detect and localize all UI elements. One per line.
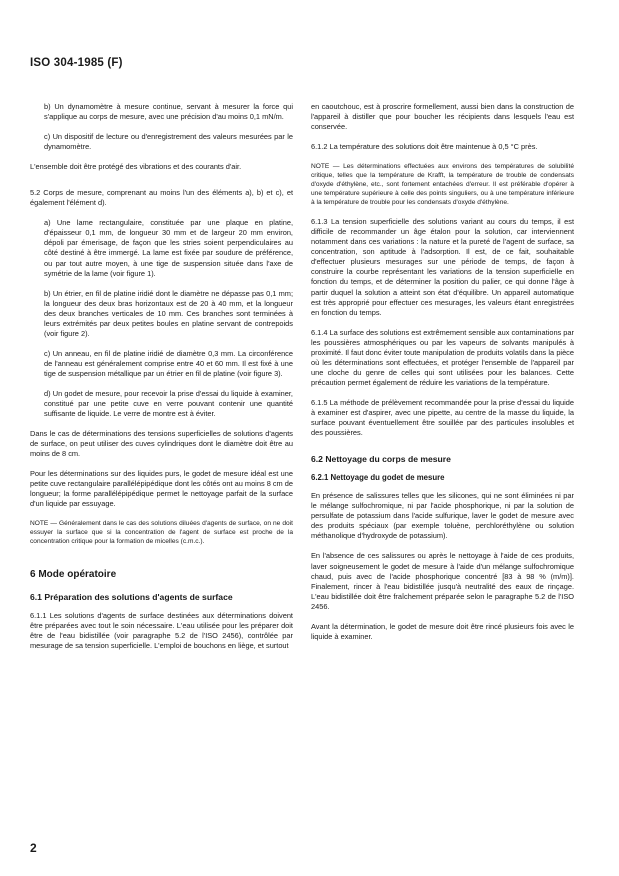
section-6-1-1: 6.1.1 Les solutions d'agents de surface destinées aux déterminations doivent être préparées avec tout le soin nécessaire. L'eau utilisée pour les préparer doit être de l'eau bidistillée (voir paragraphe 5.2 de l'ISO 2456), contrôlée par mesurage de sa tension superficielle. L'emploi de bouchons en liège, et surtout <box>30 610 293 650</box>
paragraph-salissures: En présence de salissures telles que les silicones, qui ne sont éliminées ni par le mélange sulfochromique, ni par l'acide phosphorique, ni par la solution de persulfate de potassium dans l'acide sulfurique, laver le godet de mesure avec des produits spéciaux (par exemple toluène, perchloréthylène ou solution méthanolique d'hydroxyde de potassium). <box>311 491 574 541</box>
item-c-anneau: c) Un anneau, en fil de platine iridié de diamètre 0,3 mm. La circonférence de l'anneau est généralement comprise entre 40 et 60 mm. Il est fixé à une tige de suspension métallique par un étrier en fil de platine (voir figure 3). <box>44 348 293 378</box>
paragraph-continuation: en caoutchouc, est à proscrire formellement, aussi bien dans la construction de l'appareil à distiller que pour boucher les récipients dans lesquels l'eau est conservée. <box>311 102 574 132</box>
page-number: 2 <box>30 841 37 855</box>
heading-6-2: 6.2 Nettoyage du corps de mesure <box>311 454 451 465</box>
paragraph-cuves: Dans le cas de déterminations des tensions superficielles de solutions d'agents de surface, on peut utiliser des cuves cylindriques dont le diamètre doit être au moins de 8 cm. <box>30 429 293 459</box>
paragraph-absence: En l'absence de ces salissures ou après le nettoyage à l'aide de ces produits, laver soigneusement le godet de mesure à l'aide d'un mélange sulfochromique chaud, puis avec de l'acide phosphorique concentré [83 à 98 % (m/m)]. Finalement, rincer à l'eau bidistillée jusqu'à neutralité des eaux de rinçage. L'eau bidistillée doit être fraîchement préparée selon le paragraphe 5.2 de l'ISO 2456. <box>311 551 574 611</box>
item-b-etrier: b) Un étrier, en fil de platine iridié dont le diamètre ne dépasse pas 0,1 mm; la longueur des deux bras horizontaux est de 20 à 40 mm, et la longueur des deux branches verticales de 10 mm. Ces branches sont terminées à leurs extrémités par deux petites boules en platine servant de contrepoids (voir figure 2). <box>44 288 293 338</box>
section-6-1-5: 6.1.5 La méthode de prélèvement recommandée pour la prise d'essai du liquide à examiner est d'aspirer, avec une pipette, au centre de la masse du liquide, la surface pouvant éventuellement être souillée par des particules insolubles et des poussières. <box>311 397 574 438</box>
item-c-dispositif: c) Un dispositif de lecture ou d'enregistrement des valeurs mesurées par le dynamomètre. <box>44 132 293 152</box>
item-b-dynamometre: b) Un dynamomètre à mesure continue, servant à mesurer la force qui s'applique au corps de mesure, avec une précision d'au moins 0,1 mN/m. <box>44 102 293 122</box>
left-column <box>30 102 293 661</box>
note-micelles: NOTE — Généralement dans le cas des solutions diluées d'agents de surface, on ne doit essuyer la surface que si la concentration de l'agent de surface est proche de la concentration critique pour la formation de micelles (c.m.c.). <box>30 520 293 546</box>
paragraph-ensemble: L'ensemble doit être protégé des vibrations et des courants d'air. <box>30 162 242 172</box>
section-6-1-4: 6.1.4 La surface des solutions est extrêmement sensible aux contaminations par les poussières atmosphériques ou par les vapeurs de solvants manipulés à proximité. Il faut donc éviter toute manipulation de produits volatils dans la pièce où les déterminations sont effectuées, et protéger l'ensemble de l'appareil par une cloche du genre de celles qui sont utilisées pour les balances. Cette précaution permet également de réduire les variations de la température. <box>311 327 574 387</box>
note-temperatures: NOTE — Les déterminations effectuées aux environs des températures de solubilité critique, telles que la température de Krafft, la température de trouble de condensats d'oxyde d'éthylène, etc., sont fortement entachées d'erreur. Il est préférable d'opérer à une température supérieure à celle des points singuliers, ou à une température inférieure à la température de trouble pour les condensats d'oxyde d'éthylène. <box>311 163 574 207</box>
heading-6: 6 Mode opératoire <box>30 569 117 581</box>
item-d-godet: d) Un godet de mesure, pour recevoir la prise d'essai du liquide à examiner, constitué par une petite cuve en verre pouvant contenir une quantité suffisante de liquide. Le verre de montre est à éviter. <box>44 388 293 419</box>
item-a-lame: a) Une lame rectangulaire, constituée par une plaque en platine, d'épaisseur 0,1 mm, de longueur 30 mm et de largeur 20 mm environ, dépoli par émerisage, de façon que les stries soient perpendiculaires au côté destiné à être immergé. La lame est fixée par soudure de préférence, ou par tout autre moyen, à une tige de suspension située dans l'axe de symétrie de la lame (voir figure 1). <box>44 218 293 278</box>
section-5-2: 5.2 Corps de mesure, comprenant au moins l'un des éléments a), b) et c), et également l'élément d). <box>30 188 293 208</box>
paragraph-liquides-purs: Pour les déterminations sur des liquides purs, le godet de mesure idéal est une petite cuve rectangulaire parallélépipédique dont les côtés ont au moins 8 cm de longueur; la forme parallélépipédique permet le nettoyage parfait de la surface d'un liquide par essuyage. <box>30 469 293 509</box>
heading-6-2-1: 6.2.1 Nettoyage du godet de mesure <box>311 473 445 483</box>
heading-6-1: 6.1 Préparation des solutions d'agents de surface <box>30 591 233 602</box>
paragraph-avant: Avant la détermination, le godet de mesure doit être rincé plusieurs fois avec le liquide à examiner. <box>311 621 574 641</box>
right-column <box>311 102 574 652</box>
section-6-1-3: 6.1.3 La tension superficielle des solutions variant au cours du temps, il est difficile de recommander un âge étalon pour la solution, car interviennent notamment dans ces variations : la nature et la pureté de l'agent de surface, sa concentration, son aptitude à l'adsorption. Il est, de ce fait, souhaitable d'effectuer plusieurs mesurages sur une période de temps, de façon à construire la courbe représentant les variations de la tension superficielle en fonction du temps, et de déterminer la position du palier, ce qui donne l'âge à partir duquel la solution a atteint son état d'équilibre. Un appareil automatique est très approprié pour effectuer ces mesurages, les valeurs étant enregistrées en fonction du temps. <box>311 217 574 317</box>
section-6-1-2: 6.1.2 La température des solutions doit être maintenue à 0,5 °C près. <box>311 142 538 152</box>
page-header: ISO 304-1985 (F) <box>30 57 123 69</box>
